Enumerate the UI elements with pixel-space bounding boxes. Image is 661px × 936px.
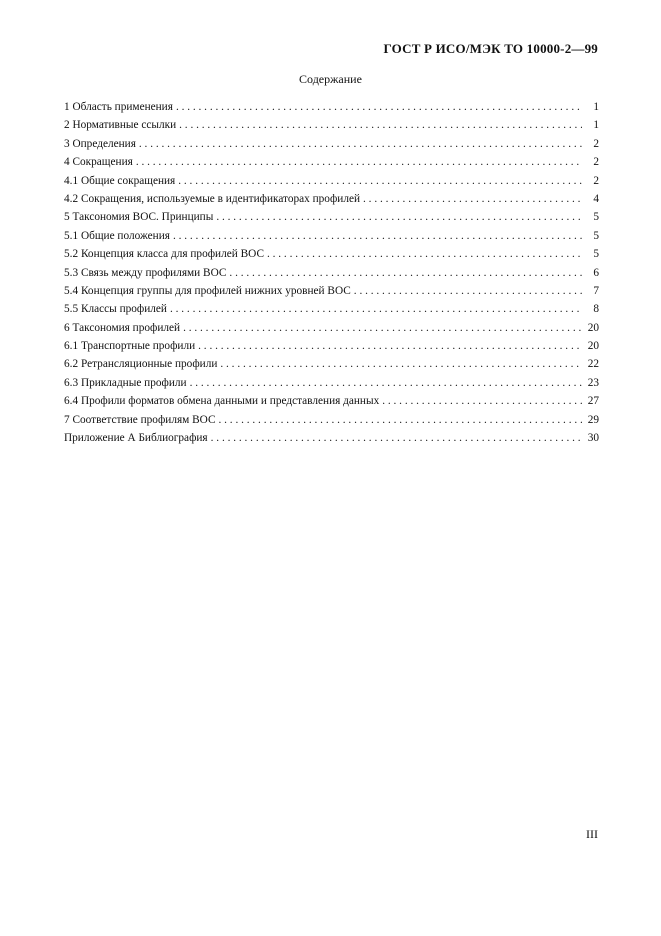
toc-entry xyxy=(64,392,599,410)
toc-entry-label: 3 Определения xyxy=(64,137,136,150)
toc-entry xyxy=(64,98,599,116)
toc-dot-leader xyxy=(139,135,582,153)
toc-entry-page: 5 xyxy=(593,229,599,242)
toc-entry-page: 1 xyxy=(593,101,599,113)
toc-dot-leader xyxy=(190,374,582,392)
standard-header: ГОСТ Р ИСО/МЭК ТО 10000-2—99 xyxy=(383,41,598,56)
toc-entry-page: 4 xyxy=(593,192,599,205)
toc-entry-label: 2 Нормативные ссылки xyxy=(64,119,177,132)
toc-entry xyxy=(64,300,599,318)
toc-entry-page: 23 xyxy=(587,376,599,389)
toc-entry-label: 5.4 Концепция группы для профилей нижних уровней ВОС xyxy=(64,284,351,297)
toc-entry-page: 6 xyxy=(593,266,599,279)
toc-entry xyxy=(64,190,599,208)
toc-dot-leader xyxy=(220,355,582,373)
toc-entry-page: 30 xyxy=(587,432,599,445)
toc-entry-label: Приложение А Библиография xyxy=(64,432,208,445)
toc-entry-label: 6.4 Профили форматов обмена данными и представления данных xyxy=(64,395,380,408)
toc-entry-page: 1 xyxy=(593,119,599,132)
toc-dot-leader xyxy=(354,282,582,300)
toc-entry xyxy=(64,264,599,282)
toc-dot-leader xyxy=(178,172,582,190)
toc-entry-label: 6.2 Ретрансляционные профили xyxy=(64,358,218,371)
toc-entry-label: 6 Таксономия профилей xyxy=(64,321,181,334)
toc-entry-label: 4.1 Общие сокращения xyxy=(64,174,176,187)
toc-entry-label: 6.1 Транспортные профили xyxy=(64,340,196,353)
toc-entry xyxy=(64,319,599,337)
toc-entry-page: 2 xyxy=(593,156,599,169)
toc-entry-page: 2 xyxy=(593,174,599,187)
toc-entry-label: 6.3 Прикладные профили xyxy=(64,376,187,389)
toc-entry xyxy=(64,374,599,392)
toc-entry-page: 7 xyxy=(593,284,599,297)
toc-entry xyxy=(64,355,599,373)
toc-entry xyxy=(64,245,599,263)
toc-entry-page: 20 xyxy=(587,340,599,353)
toc-dot-leader xyxy=(136,153,582,171)
toc-entry-label: 4 Сокращения xyxy=(64,156,133,169)
toc-entry-page: 2 xyxy=(593,137,599,150)
toc-dot-leader xyxy=(363,190,582,208)
toc-entry xyxy=(64,337,599,355)
toc-entry-label: 1 Область применения xyxy=(64,101,173,113)
toc-entry-label: 5.3 Связь между профилями ВОС xyxy=(64,266,227,279)
toc-dot-leader xyxy=(219,411,583,429)
toc-entry xyxy=(64,227,599,245)
toc-entry xyxy=(64,116,599,134)
toc-entry xyxy=(64,208,599,226)
toc-dot-leader xyxy=(170,300,582,318)
toc-dot-leader xyxy=(183,319,582,337)
toc-entry xyxy=(64,411,599,429)
toc-dot-leader xyxy=(198,337,582,355)
toc-entry-page: 5 xyxy=(593,211,599,224)
toc-entry-label: 5.1 Общие положения xyxy=(64,229,170,242)
toc-dot-leader xyxy=(211,429,582,447)
toc-title: Содержание xyxy=(299,72,362,86)
toc-entry xyxy=(64,135,599,153)
toc-entry-page: 22 xyxy=(587,358,599,371)
toc-dot-leader xyxy=(382,392,582,410)
toc-dot-leader xyxy=(176,98,582,116)
toc-dot-leader xyxy=(179,116,582,134)
toc-entry-page: 20 xyxy=(587,321,599,334)
toc-dot-leader xyxy=(229,264,582,282)
toc-entry-page: 5 xyxy=(593,248,599,261)
toc-entry xyxy=(64,172,599,190)
toc-entry xyxy=(64,153,599,171)
toc-entry xyxy=(64,282,599,300)
toc-dot-leader xyxy=(267,245,582,263)
toc-dot-leader xyxy=(173,227,582,245)
page-number: III xyxy=(586,827,598,841)
toc-entry-label: 5 Таксономия ВОС. Принципы xyxy=(64,211,214,224)
toc-entry-label: 4.2 Сокращения, используемые в идентификаторах профилей xyxy=(64,192,361,205)
toc-entry-page: 29 xyxy=(587,413,599,426)
toc-entry xyxy=(64,429,599,447)
toc-entry-label: 7 Соответствие профилям ВОС xyxy=(64,413,216,426)
toc-entry-page: 8 xyxy=(593,303,599,316)
toc-entry-page: 27 xyxy=(587,395,599,408)
toc-entry-label: 5.5 Классы профилей xyxy=(64,303,167,316)
toc-entry-label: 5.2 Концепция класса для профилей ВОС xyxy=(64,248,264,261)
table-of-contents xyxy=(64,98,599,447)
toc-dot-leader xyxy=(216,208,582,226)
